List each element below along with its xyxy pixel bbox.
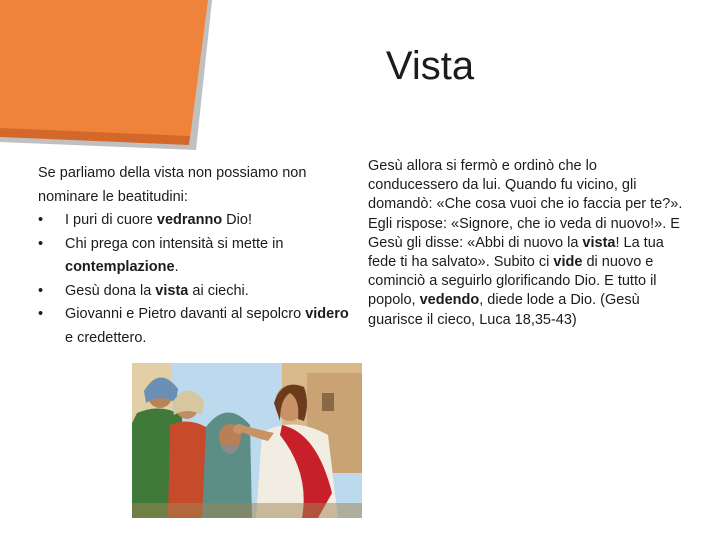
bullet-keyword: contemplazione — [65, 259, 175, 275]
passage-text: Gesù allora si fermò e ordinò che lo conducessero da lui. Quando fu vicino, gli domandò: «Che cosa vuoi che io faccia per te?». Egli rispose: «Signore, che io veda di nuovo!». E Gesù gli disse: «Abbi di nuovo la — [368, 158, 683, 251]
bullet-item — [38, 233, 358, 280]
jesus-heals-blind-man-illustration — [132, 363, 362, 518]
bullet-item — [38, 280, 358, 304]
bullet-text: Chi prega con intensità si mette in — [65, 235, 284, 252]
building-window — [322, 393, 334, 411]
bullet-keyword: vista — [155, 282, 189, 299]
slide-title: Vista — [385, 44, 475, 88]
bullet-text: Dio! — [222, 212, 252, 228]
bullet-text: . — [174, 259, 179, 275]
corner-decoration — [0, 0, 230, 160]
orange-band — [0, 0, 208, 138]
bullet-marker: • — [38, 235, 44, 252]
bullet-text: Gesù dona la — [65, 282, 156, 299]
passage-keyword: vide — [553, 254, 583, 271]
bullet-marker: • — [38, 212, 44, 228]
passage-text: ! La tua fede ti ha salvato». Subito ci — [368, 234, 664, 271]
bullet-item — [38, 303, 358, 350]
bullet-marker: • — [38, 306, 44, 322]
ground — [132, 503, 362, 518]
passage-text: di nuovo e cominciò a seguirlo glorificando Dio. E tutto il popolo, — [368, 254, 657, 309]
passage-keyword: vedendo — [419, 292, 480, 309]
passage-text: , diede lode a Dio. (Gesù guarisce il cieco, Luca 18,35-43) — [368, 292, 640, 328]
bullet-text: e credettero. — [65, 329, 147, 346]
bullet-text: I puri di cuore — [65, 212, 157, 228]
intro-text: Se parliamo della vista non possiamo non nominare le beatitudini: — [38, 165, 307, 205]
bullet-keyword: videro — [305, 306, 349, 322]
bullet-keyword: vedranno — [156, 212, 223, 228]
passage-keyword: vista — [582, 234, 616, 251]
right-text-column — [368, 157, 686, 330]
bullet-item — [38, 209, 358, 233]
gospel-passage — [368, 157, 686, 330]
jesus-hand — [233, 424, 245, 434]
bullet-text: ai ciechi. — [188, 282, 249, 299]
bullet-list — [38, 209, 358, 350]
left-text-column — [38, 162, 358, 350]
bullet-text: Giovanni e Pietro davanti al sepolcro — [65, 306, 306, 322]
bullet-marker: • — [38, 282, 44, 299]
